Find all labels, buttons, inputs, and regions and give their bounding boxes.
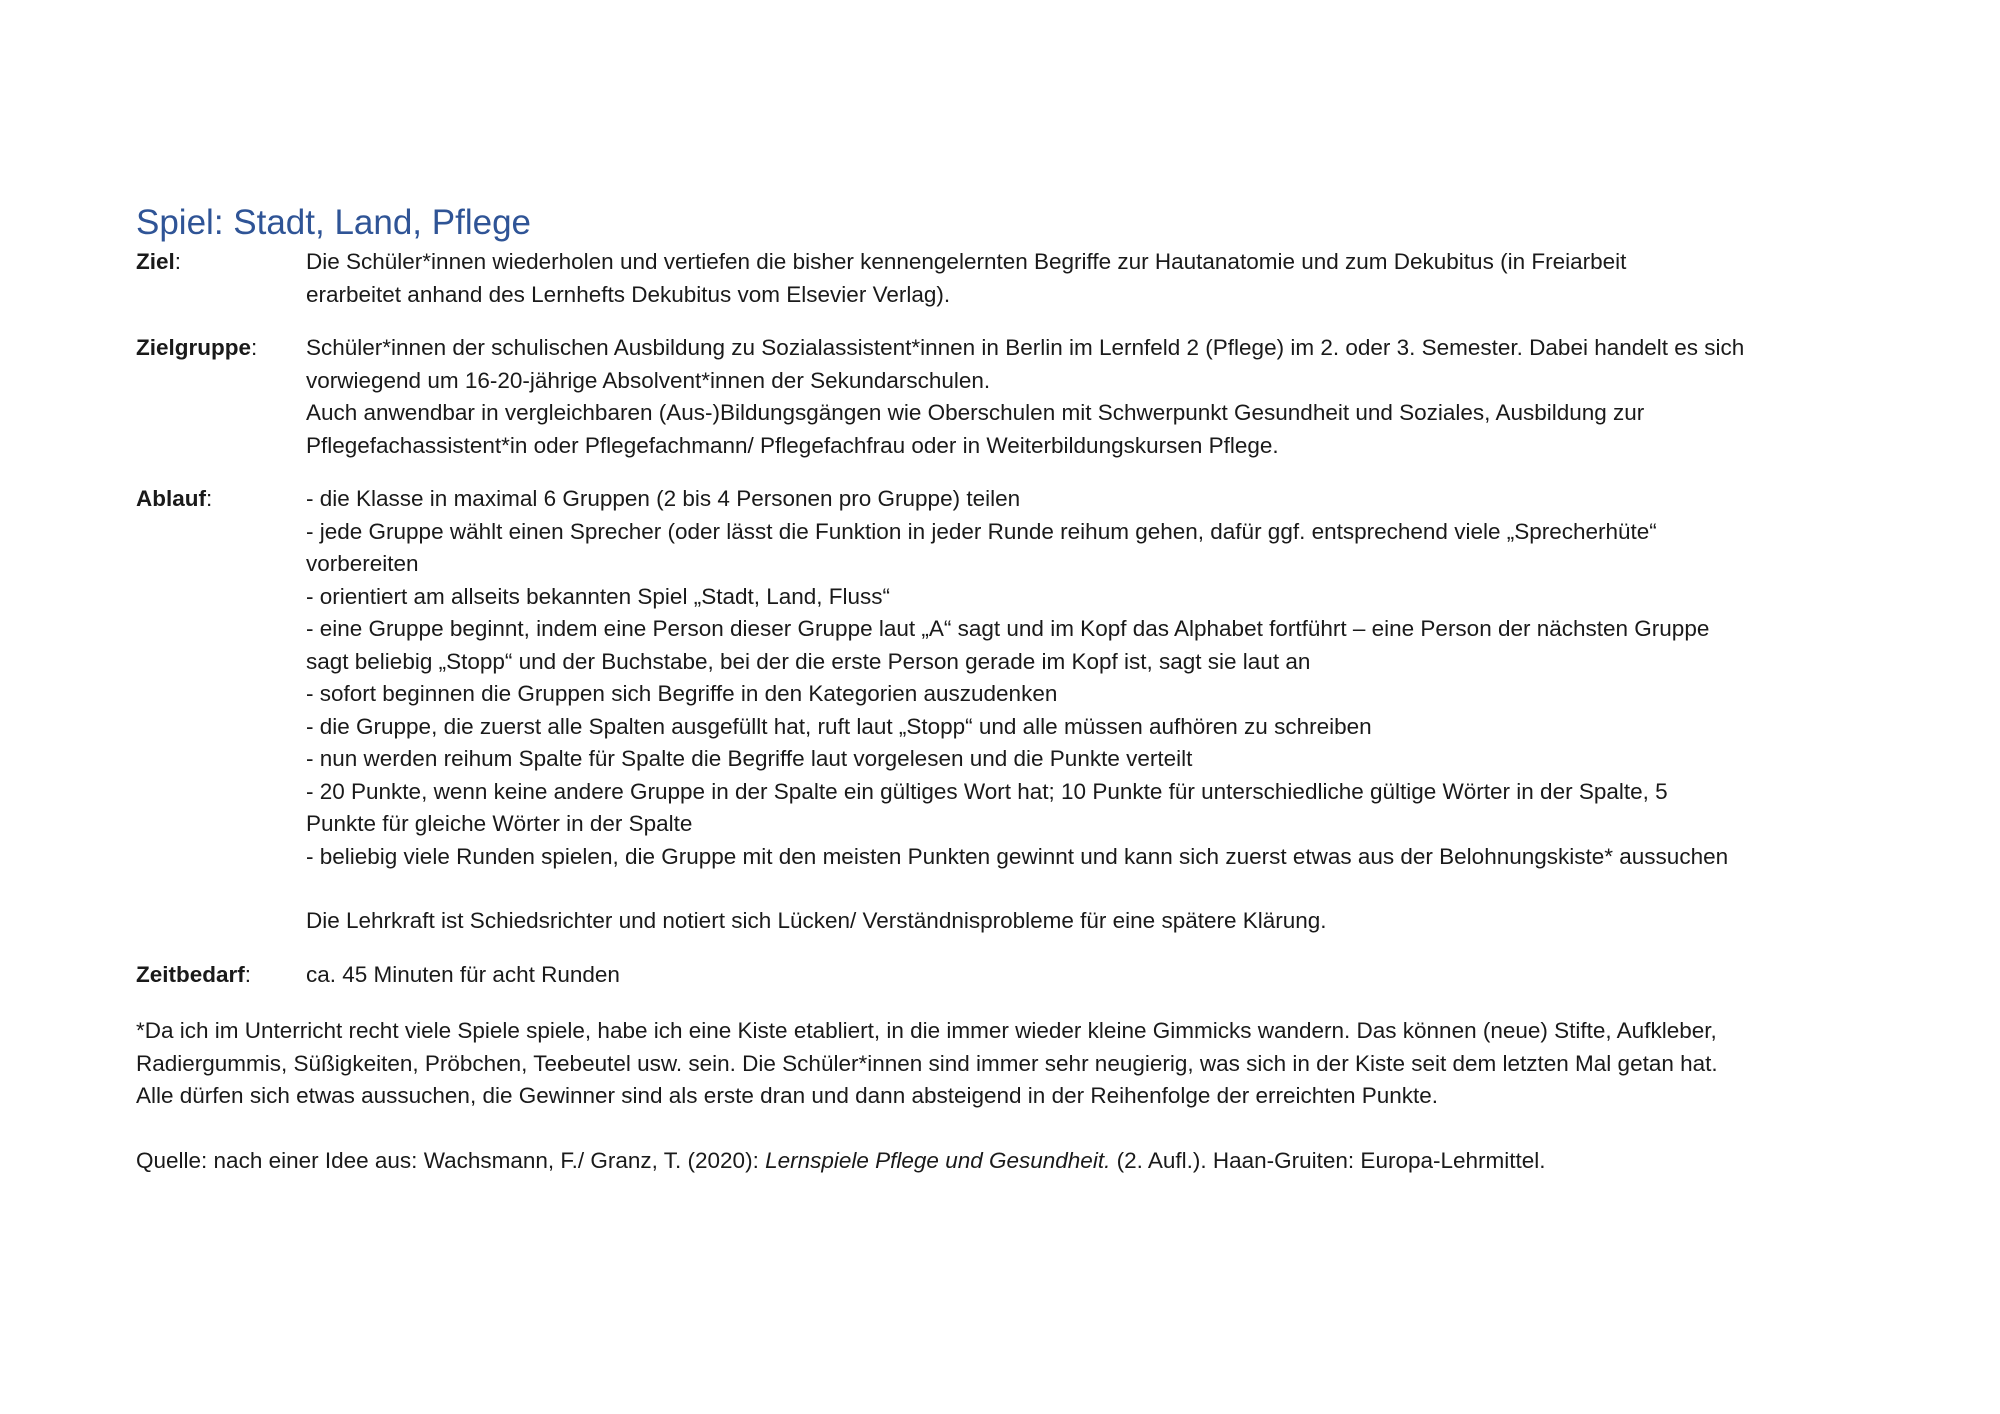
text-line: Auch anwendbar in vergleichbaren (Aus-)Bildungsgängen wie Oberschulen mit Schwerpunkt Gesundheit und Soziales, Ausbildung zur xyxy=(306,400,1645,425)
section-content xyxy=(306,483,1856,938)
text-line: Schüler*innen der schulischen Ausbildung zu Sozialassistent*innen in Berlin im Lernfeld 2 (Pflege) im 2. oder 3. Semester. Dabei handelt es sich xyxy=(306,335,1745,360)
section-zielgruppe xyxy=(136,332,1856,462)
source-prefix: Quelle: nach einer Idee aus: Wachsmann, F./ Granz, T. (2020): xyxy=(136,1147,766,1173)
spacer xyxy=(306,873,1856,905)
document-page xyxy=(136,200,1856,1177)
text-line: vorwiegend um 16-20-jährige Absolvent*innen der Sekundarschulen. xyxy=(306,367,991,393)
list-item: - orientiert am allseits bekannten Spiel „Stadt, Land, Fluss“ xyxy=(306,583,891,609)
list-item: - 20 Punkte, wenn keine andere Gruppe in der Spalte ein gültiges Wort hat; 10 Punkte für unterschiedliche gültige Wörter in der Spalte, 5 xyxy=(306,778,1668,804)
list-item: - die Klasse in maximal 6 Gruppen (2 bis 4 Personen pro Gruppe) teilen xyxy=(306,486,1021,511)
closing-text: Die Lehrkraft ist Schiedsrichter und notiert sich Lücken/ Verständnisprobleme für eine spätere Klärung. xyxy=(306,908,1327,933)
document-title: Spiel: Stadt, Land, Pflege xyxy=(136,203,531,242)
section-label xyxy=(136,332,306,462)
label-colon: : xyxy=(206,486,213,511)
list-item: - nun werden reihum Spalte für Spalte die Begriffe laut vorgelesen und die Punkte verteilt xyxy=(306,746,1193,771)
label-text: Zeitbedarf xyxy=(136,961,245,987)
section-content xyxy=(306,959,1856,992)
section-zeitbedarf xyxy=(136,959,1856,992)
footnote-line: *Da ich im Unterricht recht viele Spiele spiele, habe ich eine Kiste etabliert, in die immer wieder kleine Gimmicks wandern. Das können (neue) Stifte, Aufkleber, xyxy=(136,1018,1717,1043)
text-line: Pflegefachassistent*in oder Pflegefachmann/ Pflegefachfrau oder in Weiterbildungskursen Pflege. xyxy=(306,432,1279,458)
label-colon: : xyxy=(174,249,182,274)
list-item: - jede Gruppe wählt einen Sprecher (oder lässt die Funktion in jeder Runde reihum gehen, dafür ggf. entsprechend viele „Sprecherhüte“ xyxy=(306,518,1657,544)
label-text: Ziel xyxy=(136,249,175,274)
text-line: ca. 45 Minuten für acht Runden xyxy=(306,961,620,987)
footnote-line: Radiergummis, Süßigkeiten, Pröbchen, Teebeutel usw. sein. Die Schüler*innen sind immer sehr neugierig, was sich in der Kiste seit dem letzten Mal getan hat. xyxy=(136,1050,1718,1076)
label-colon: : xyxy=(251,335,258,360)
label-text: Zielgruppe xyxy=(136,335,252,360)
list-item: - sofort beginnen die Gruppen sich Begriffe in den Kategorien auszudenken xyxy=(306,681,1058,706)
section-content xyxy=(306,246,1856,311)
source-book-title: Lernspiele Pflege und Gesundheit. xyxy=(765,1147,1111,1173)
section-label xyxy=(136,483,306,938)
list-item: sagt beliebig „Stopp“ und der Buchstabe, bei der die erste Person gerade im Kopf ist, sagt sie laut an xyxy=(306,648,1311,674)
text-line: erarbeitet anhand des Lernhefts Dekubitus vom Elsevier Verlag). xyxy=(306,281,951,307)
list-item: - die Gruppe, die zuerst alle Spalten ausgefüllt hat, ruft laut „Stopp“ und alle müssen aufhören zu schreiben xyxy=(306,713,1372,739)
footnote-line: Alle dürfen sich etwas aussuchen, die Gewinner sind als erste dran und dann absteigend in der Reihenfolge der erreichten Punkte. xyxy=(136,1083,1439,1108)
text-line: Die Schüler*innen wiederholen und vertiefen die bisher kennengelernten Begriffe zur Hautanatomie und zum Dekubitus (in Freiarbeit xyxy=(306,249,1627,274)
source-suffix: (2. Aufl.). Haan-Gruiten: Europa-Lehrmittel. xyxy=(1110,1147,1546,1173)
list-item: - eine Gruppe beginnt, indem eine Person dieser Gruppe laut „A“ sagt und im Kopf das Alphabet fortführt – eine Person der nächsten Gruppe xyxy=(306,616,1710,641)
section-label xyxy=(136,959,306,992)
source-citation xyxy=(136,1145,1856,1178)
section-ziel xyxy=(136,246,1856,311)
list-item: - beliebig viele Runden spielen, die Gruppe mit den meisten Punkten gewinnt und kann sich zuerst etwas aus der Belohnungskiste* aussuchen xyxy=(306,843,1729,869)
list-item: vorbereiten xyxy=(306,551,419,576)
section-content xyxy=(306,332,1856,462)
section-label xyxy=(136,246,306,311)
list-item: Punkte für gleiche Wörter in der Spalte xyxy=(306,811,693,836)
label-text: Ablauf xyxy=(136,486,206,511)
label-colon: : xyxy=(244,961,252,987)
footnote xyxy=(136,1015,1856,1113)
section-ablauf xyxy=(136,483,1856,938)
